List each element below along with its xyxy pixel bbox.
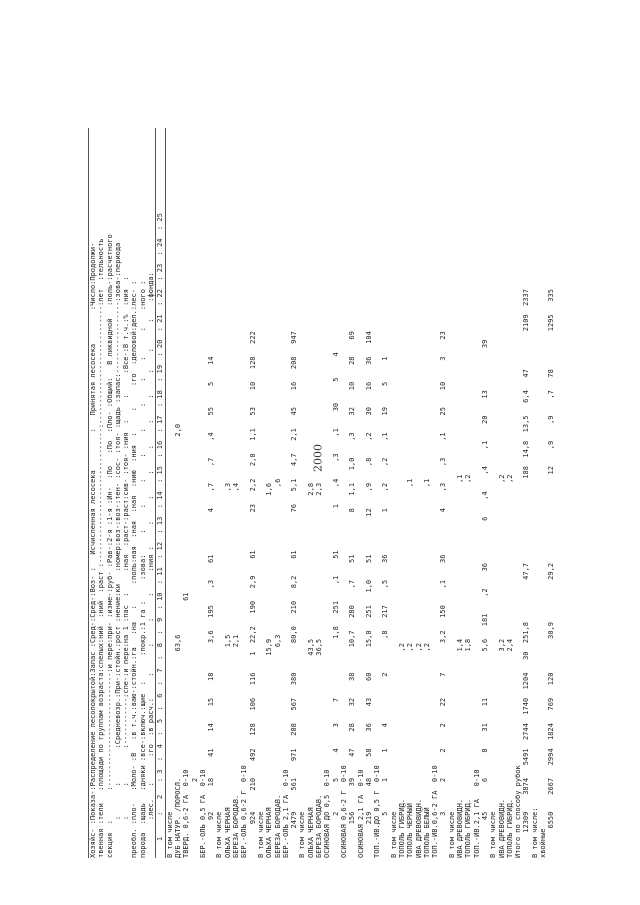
table-row: 5 1 1 4 2 ,8 217 ,5 36 1 ,2 ,2 ,1 19 5 1 (381, 356, 390, 858)
table-row: ТОП.-ИВ.0,6-2 ГА 0-10 (431, 765, 440, 858)
header-line: секция : :---------------------------:и пере:при- :изме-:руб- :Рав-:2-я :1-я :Ин- :По :По :Пло- :Общий: В ликвидной :поль-:расчетного (105, 234, 114, 858)
table-row: ОЛЬХА ЧЕРНАЯ 43,5 2,8 (306, 482, 315, 858)
table-row: Итого по способу рубок (514, 765, 523, 858)
table-row: ТОПОЛЬ ГИБРИД. 2,4 ,2 (505, 474, 514, 858)
rotated-forest-table (88, 128, 556, 858)
table-row: ОЛЬХА ЧЕРНАЯ 15,9 1,6 (265, 482, 274, 858)
table-row: 219 48 58 36 43 60 15,0 251 1,0 51 12 ,9 ,8 ,2 30 16 36 104 (364, 331, 373, 858)
table-row: ОСИНОВАЯ ДО 0,5 0-10 (323, 769, 332, 858)
table-row: БЕР.-ОЛЬ 0,5 ГА 0-10 (198, 769, 207, 858)
table-row: 2479 561 971 208 567 380 80,0 210 8,2 61 76 5,1 4,7 2,1 45 16 208 947 (290, 331, 299, 858)
table-row: БЕРЕЗА БОРОДАВ. 36,5 2,3 (315, 482, 324, 858)
table-header (88, 128, 155, 858)
table-row: В том числе (489, 811, 498, 858)
table-row: 3 2 2 2 22 7 3,2 150 ,1 36 4 ,3 ,3 ,1 25 10 3 23 (439, 331, 448, 858)
table-row: ИВА ДРЕВОВИДН. 1,4 ,1 (456, 474, 465, 858)
table-row: ТОПОЛЬ ГИБРИД. 1,8 ,2 (464, 474, 473, 858)
table-row: 156 39 47 28 32 38 10,7 280 ,7 51 8 1,1 1,0 ,3 32 10 28 69 (348, 331, 357, 858)
table-body (166, 128, 556, 858)
table-row: ОЛЬХА ЧЕРНАЯ 1,5 ,3 (223, 482, 232, 858)
header-line: порода :щадь :дняки :все-:включ.:щие : :покр.:1 га : :зова: : : : : : : : : : :ного : (138, 280, 147, 858)
table-row: ИВА ДРЕВОВИДН. 3,2 ,2 (497, 474, 506, 858)
table-row: ТОПОЛЬ БЕЛЫЙ ,2 ,1 (422, 478, 431, 858)
table-row: 12309 3874 5491 2744 1740 1204 30 251,8 47,7 188 14,8 13,5 6,4 47 2109 2337 (522, 289, 531, 858)
table-row: В том числе (215, 811, 224, 858)
table-row: хвойные (539, 828, 548, 858)
table-row: 6550 2667 2994 1824 769 120 30,9 29,2 12 ,9 ,9 ,7 78 1295 335 (547, 289, 556, 858)
table-row: БЕРЕЗА БОРОДАВ. 2,1 ,4 (232, 482, 241, 858)
header-line: : : :-----------:спе-:и пере:на 1 :пас : :ная :раст-:раст:сив- :тоя- :ния : : :Все-:В т.ч.:% :ния : (122, 276, 131, 858)
header-line: : : :Средневозр.:При-:стойн.:рост :нение:ки :номер:воз-:воз-:тен- :сос- :тоя- :щадь :запас:-----------------:зова-:периода (113, 242, 122, 858)
table-row: В том числе (447, 811, 456, 858)
table-row: ТОП.-ИВ.ДО 0,5 Г 0-10 (373, 765, 382, 858)
table-row: 45 6 8 31 11 5,6 181 ,2 36 6 ,4 ,4 ,1 20 13 39 (480, 339, 489, 858)
table-row: ТОПОЛЬ ГИБРИД. ,2 (397, 643, 406, 858)
table-row: ИВА ДРЕВОВИДН. ,2 (414, 643, 423, 858)
table-row: В том числе (256, 811, 265, 858)
table-row: В том числе (165, 811, 174, 858)
table-row: БЕР.-ОЛЬ 0,6-2 Г 0-10 (240, 765, 249, 858)
table-row: БЕРЕЗА БОРОДАВ. 6,3 ,6 (273, 478, 282, 858)
table-row: 924 210 492 128 106 116 1 22,2 190 2,9 61 23 2,2 2,0 1,1 53 10 128 222 (248, 331, 257, 858)
header-line: твенная :тели :площади по группам возраста:спелых:ний :ний :раст :--------------------------------:----------------------------:лет :тельность (97, 238, 106, 858)
table-row: ТОПОЛЬ ЧЕРНЫЙ ,2 ,1 (406, 478, 415, 858)
table-row: ДУБ НАТУР. /ПОРОСЛ. 63,6 2,0 (173, 423, 182, 858)
header-line: преобл. :пло- :Моло- :В :в т.ч.:ваю-:стойн.:га :на : :поль:ная :ная :ная :нию :ния : : :го :деловой:дел.:лес- : (130, 280, 139, 858)
table-row: 92 18 41 14 15 18 3,6 195 ,3 61 4 ,7 ,7 ,4 55 5 14 (207, 356, 216, 858)
column-number-row: 1 : 2 : 3 : 4 : 5 : 6 : 7 : 8 : 9 : 10 : 11 : 12 : 13 : 14 : 15 : 16 : 17 : 18 : 19 : 20 : 21 : 22 : 23 : 24 : 25 (155, 128, 165, 858)
table-row: ТВЕРД. 0,6-2 ГА 0-10 61 (182, 592, 191, 858)
table-row: В том числе (389, 811, 398, 858)
table-row: 2 (190, 777, 199, 858)
header-line: Хозяйс- :Показа-:Распределение лесопокрытой:Запас :Сред-:Сред-:Воз- : Исчисленная лесосека : Принятая лесосека :Число:Продолжи- (89, 242, 97, 858)
table-row: БЕР.-ОЛЬ 2,1 ГА 0-10 (281, 769, 290, 858)
header-line: :лес. : :го :в расч.: : : : : :ния : : : : : : : : : : :фонда: (147, 272, 156, 858)
table-row: В том числе: (530, 807, 539, 858)
table-row: ТОП.-ИВ.2,1 ГА 0-10 (472, 769, 481, 858)
table-row: ОСИНОВАЯ 2,1 ГА 0-10 (356, 769, 365, 858)
page-number: 2000 (311, 444, 325, 472)
table-row: 2 5 4 3 7 1,8 251 ,1 51 1 ,4 ,3 ,1 30 5 4 (331, 352, 340, 858)
table-row: В том числе (298, 811, 307, 858)
table-row: ОСИНОВАЯ 0,6-2 Г 0-10 (339, 765, 348, 858)
